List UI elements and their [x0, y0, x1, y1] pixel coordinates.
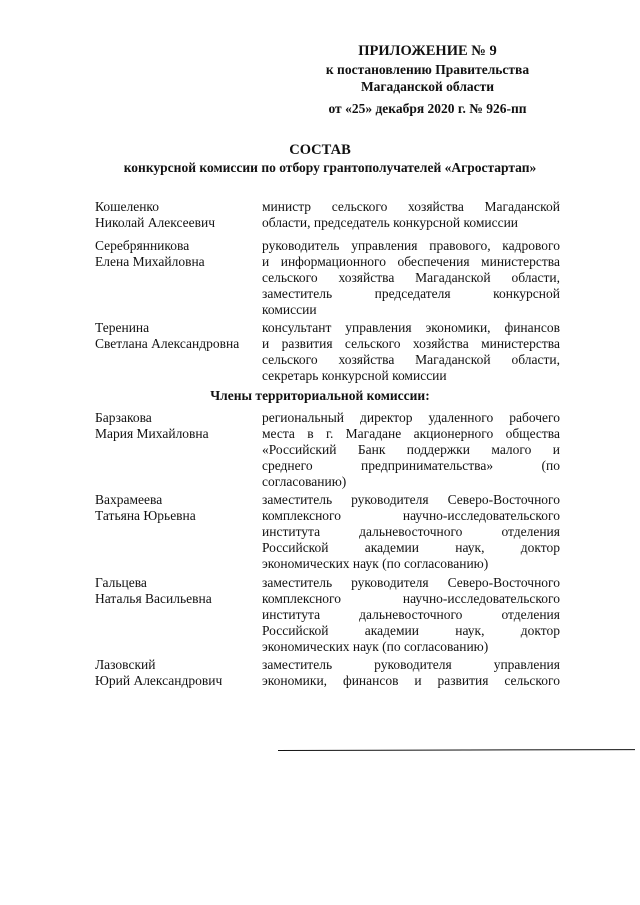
person-name	[95, 410, 260, 442]
annex-title: ПРИЛОЖЕНИЕ № 9	[358, 43, 497, 59]
person-surname: Теренина	[95, 320, 150, 335]
scan-divider-line	[278, 749, 635, 751]
position-line: среднего предпринимательства» (по	[262, 458, 560, 473]
person-name	[95, 238, 260, 270]
position-line: заместитель председателя конкурсной	[262, 286, 560, 301]
person-position	[262, 410, 560, 490]
person-name	[95, 320, 260, 352]
person-surname: Лазовский	[95, 657, 156, 672]
position-line: института дальневосточного отделения	[262, 524, 560, 539]
person-name	[95, 657, 260, 689]
person-given-names: Наталья Васильевна	[95, 591, 212, 606]
annex-reference-line-2: Магаданской области	[360, 79, 495, 94]
person-surname: Барзакова	[95, 410, 152, 425]
position-line: заместитель руководителя Северо-Восточного	[262, 492, 560, 507]
position-line: Российской академии наук, доктор	[262, 623, 560, 638]
position-line: региональный директор удаленного рабочего	[262, 410, 560, 425]
person-surname: Серебрянникова	[95, 238, 190, 253]
document-title: СОСТАВ	[289, 142, 351, 158]
position-line: экономических наук (по согласованию)	[262, 639, 489, 654]
person-surname: Вахрамеева	[95, 492, 163, 507]
person-position	[262, 492, 560, 572]
person-name	[95, 199, 260, 231]
position-line: экономики, финансов и развития сельского	[262, 673, 560, 688]
annex-reference-line-1: к постановлению Правительства	[325, 62, 530, 77]
position-line: заместитель руководителя управления	[262, 657, 560, 672]
person-surname: Кошеленко	[95, 199, 160, 214]
person-given-names: Светлана Александровна	[95, 336, 240, 351]
position-line: места в г. Магадане акционерного общества	[262, 426, 560, 441]
person-given-names: Мария Михайловна	[95, 426, 209, 441]
person-position	[262, 657, 560, 689]
annex-header	[305, 43, 550, 117]
position-line: комплексного научно-исследовательского	[262, 508, 560, 523]
person-position	[262, 575, 560, 655]
annex-date-line: от «25» декабря 2020 г. № 926-пп	[328, 101, 527, 116]
person-name	[95, 575, 260, 607]
position-line: комплексного научно-исследовательского	[262, 591, 560, 606]
position-line: руководитель управления правового, кадрового	[262, 238, 560, 253]
position-line: области, председатель конкурсной комиссии	[262, 215, 519, 230]
position-line: института дальневосточного отделения	[262, 607, 560, 622]
position-line: экономических наук (по согласованию)	[262, 556, 489, 571]
position-line: сельского хозяйства Магаданской области,	[262, 352, 560, 367]
position-line: Российской академии наук, доктор	[262, 540, 560, 555]
position-line: «Российский Банк поддержки малого и	[262, 442, 560, 457]
person-position	[262, 238, 560, 318]
position-line: согласованию)	[262, 474, 347, 489]
person-given-names: Николай Алексеевич	[95, 215, 215, 230]
position-line: комиссии	[262, 302, 317, 317]
person-surname: Гальцева	[95, 575, 147, 590]
person-name	[95, 492, 260, 524]
position-line: заместитель руководителя Северо-Восточного	[262, 575, 560, 590]
person-given-names: Елена Михайловна	[95, 254, 205, 269]
position-line: секретарь конкурсной комиссии	[262, 368, 447, 383]
person-position	[262, 320, 560, 384]
document-subtitle: конкурсной комиссии по отбору грантополучателей «Агростартап»	[123, 160, 537, 175]
position-line: и информационного обеспечения министерства	[262, 254, 560, 269]
position-line: сельского хозяйства Магаданской области,	[262, 270, 560, 285]
position-line: и развития сельского хозяйства министерства	[262, 336, 560, 351]
position-line: консультант управления экономики, финансов	[262, 320, 560, 335]
person-given-names: Татьяна Юрьевна	[95, 508, 196, 523]
person-position	[262, 199, 560, 231]
members-heading: Члены территориальной комиссии:	[210, 388, 430, 403]
person-given-names: Юрий Александрович	[95, 673, 223, 688]
position-line: министр сельского хозяйства Магаданской	[262, 199, 560, 214]
